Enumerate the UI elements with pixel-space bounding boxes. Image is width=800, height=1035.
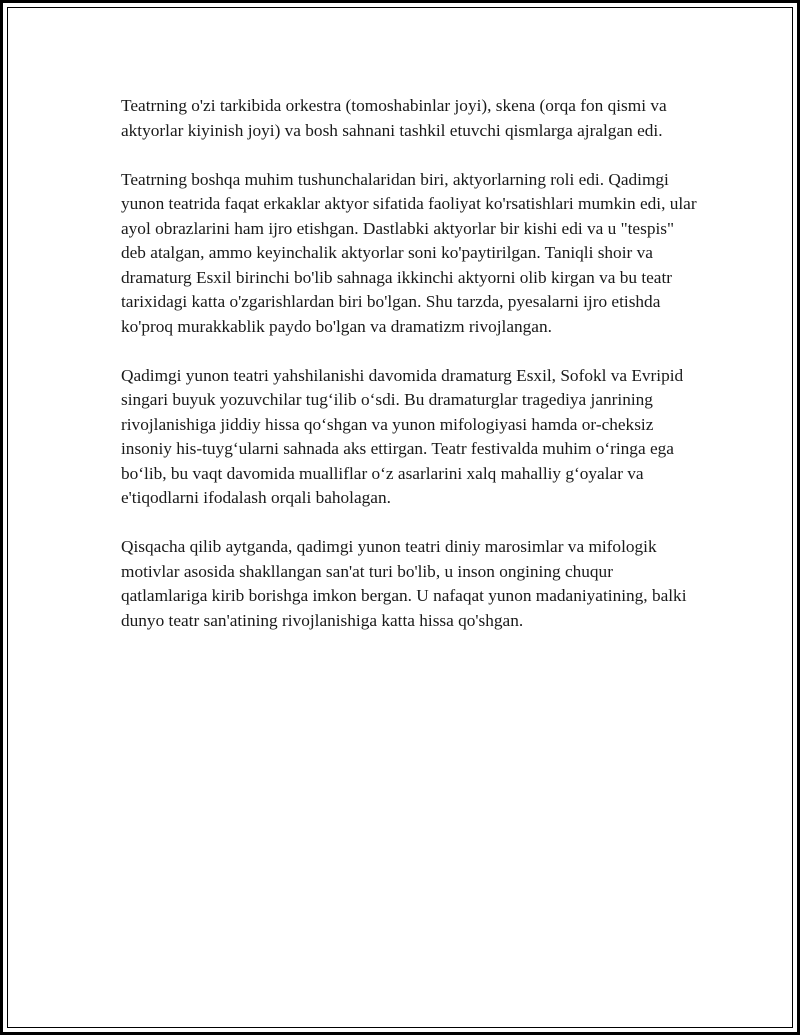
paragraph-3: Qadimgi yunon teatri yahshilanishi davomida dramaturg Esxil, Sofokl va Evripid singari buyuk yozuvchilar tug‘ilib o‘sdi. Bu dramaturglar tragediya janrining rivojlanishiga jiddiy hissa qo‘shgan va yunon mifologiyasi hamda or-cheksiz insoniy his-tuyg‘ularni sahnada aks ettirgan. Teatr festivalda muhim o‘ringa ega bo‘lib, bu vaqt davomida mualliflar o‘z asarlarini xalq mahalliy g‘oyalar va e'tiqodlarni ifodalash orqali baholagan. xyxy=(121,365,684,507)
paragraph-2: Teatrning boshqa muhim tushunchalaridan biri, aktyorlarning roli edi. Qadimgi yunon teatrida faqat erkaklar aktyor sifatida faoliyat ko'rsatishlari mumkin edi, ular ayol obrazlarini ham ijro etishgan. Dastlabki aktyorlar bir kishi edi va u "tespis" deb atalgan, ammo keyinchalik aktyorlar soni ko'paytirilgan. Taniqli shoir va dramaturg Esxil birinchi bo'lib sahnaga ikkinchi aktyorni olib kirgan va bu teatr tarixidagi katta o'zgarishlardan biri bo'lgan. Shu tarzda, pyesalarni ijro etishda ko'proq murakkablik paydo bo'lgan va dramatizm rivojlangan. xyxy=(121,169,697,336)
paragraph-1: Teatrning o'zi tarkibida orkestra (tomoshabinlar joyi), skena (orqa fon qismi va aktyorlar kiyinish joyi) va bosh sahnani tashkil etuvchi qismlarga ajralgan edi. xyxy=(121,96,667,140)
paragraph-4: Qisqacha qilib aytganda, qadimgi yunon teatri diniy marosimlar va mifologik motivlar asosida shakllangan san'at turi bo'lib, u inson ongining chuqur qatlamlariga kirib borishga imkon bergan. U nafaqat yunon madaniyatining, balki dunyo teatr san'atining rivojlanishiga katta hissa qo'shgan. xyxy=(121,537,687,630)
document-body xyxy=(121,94,701,658)
